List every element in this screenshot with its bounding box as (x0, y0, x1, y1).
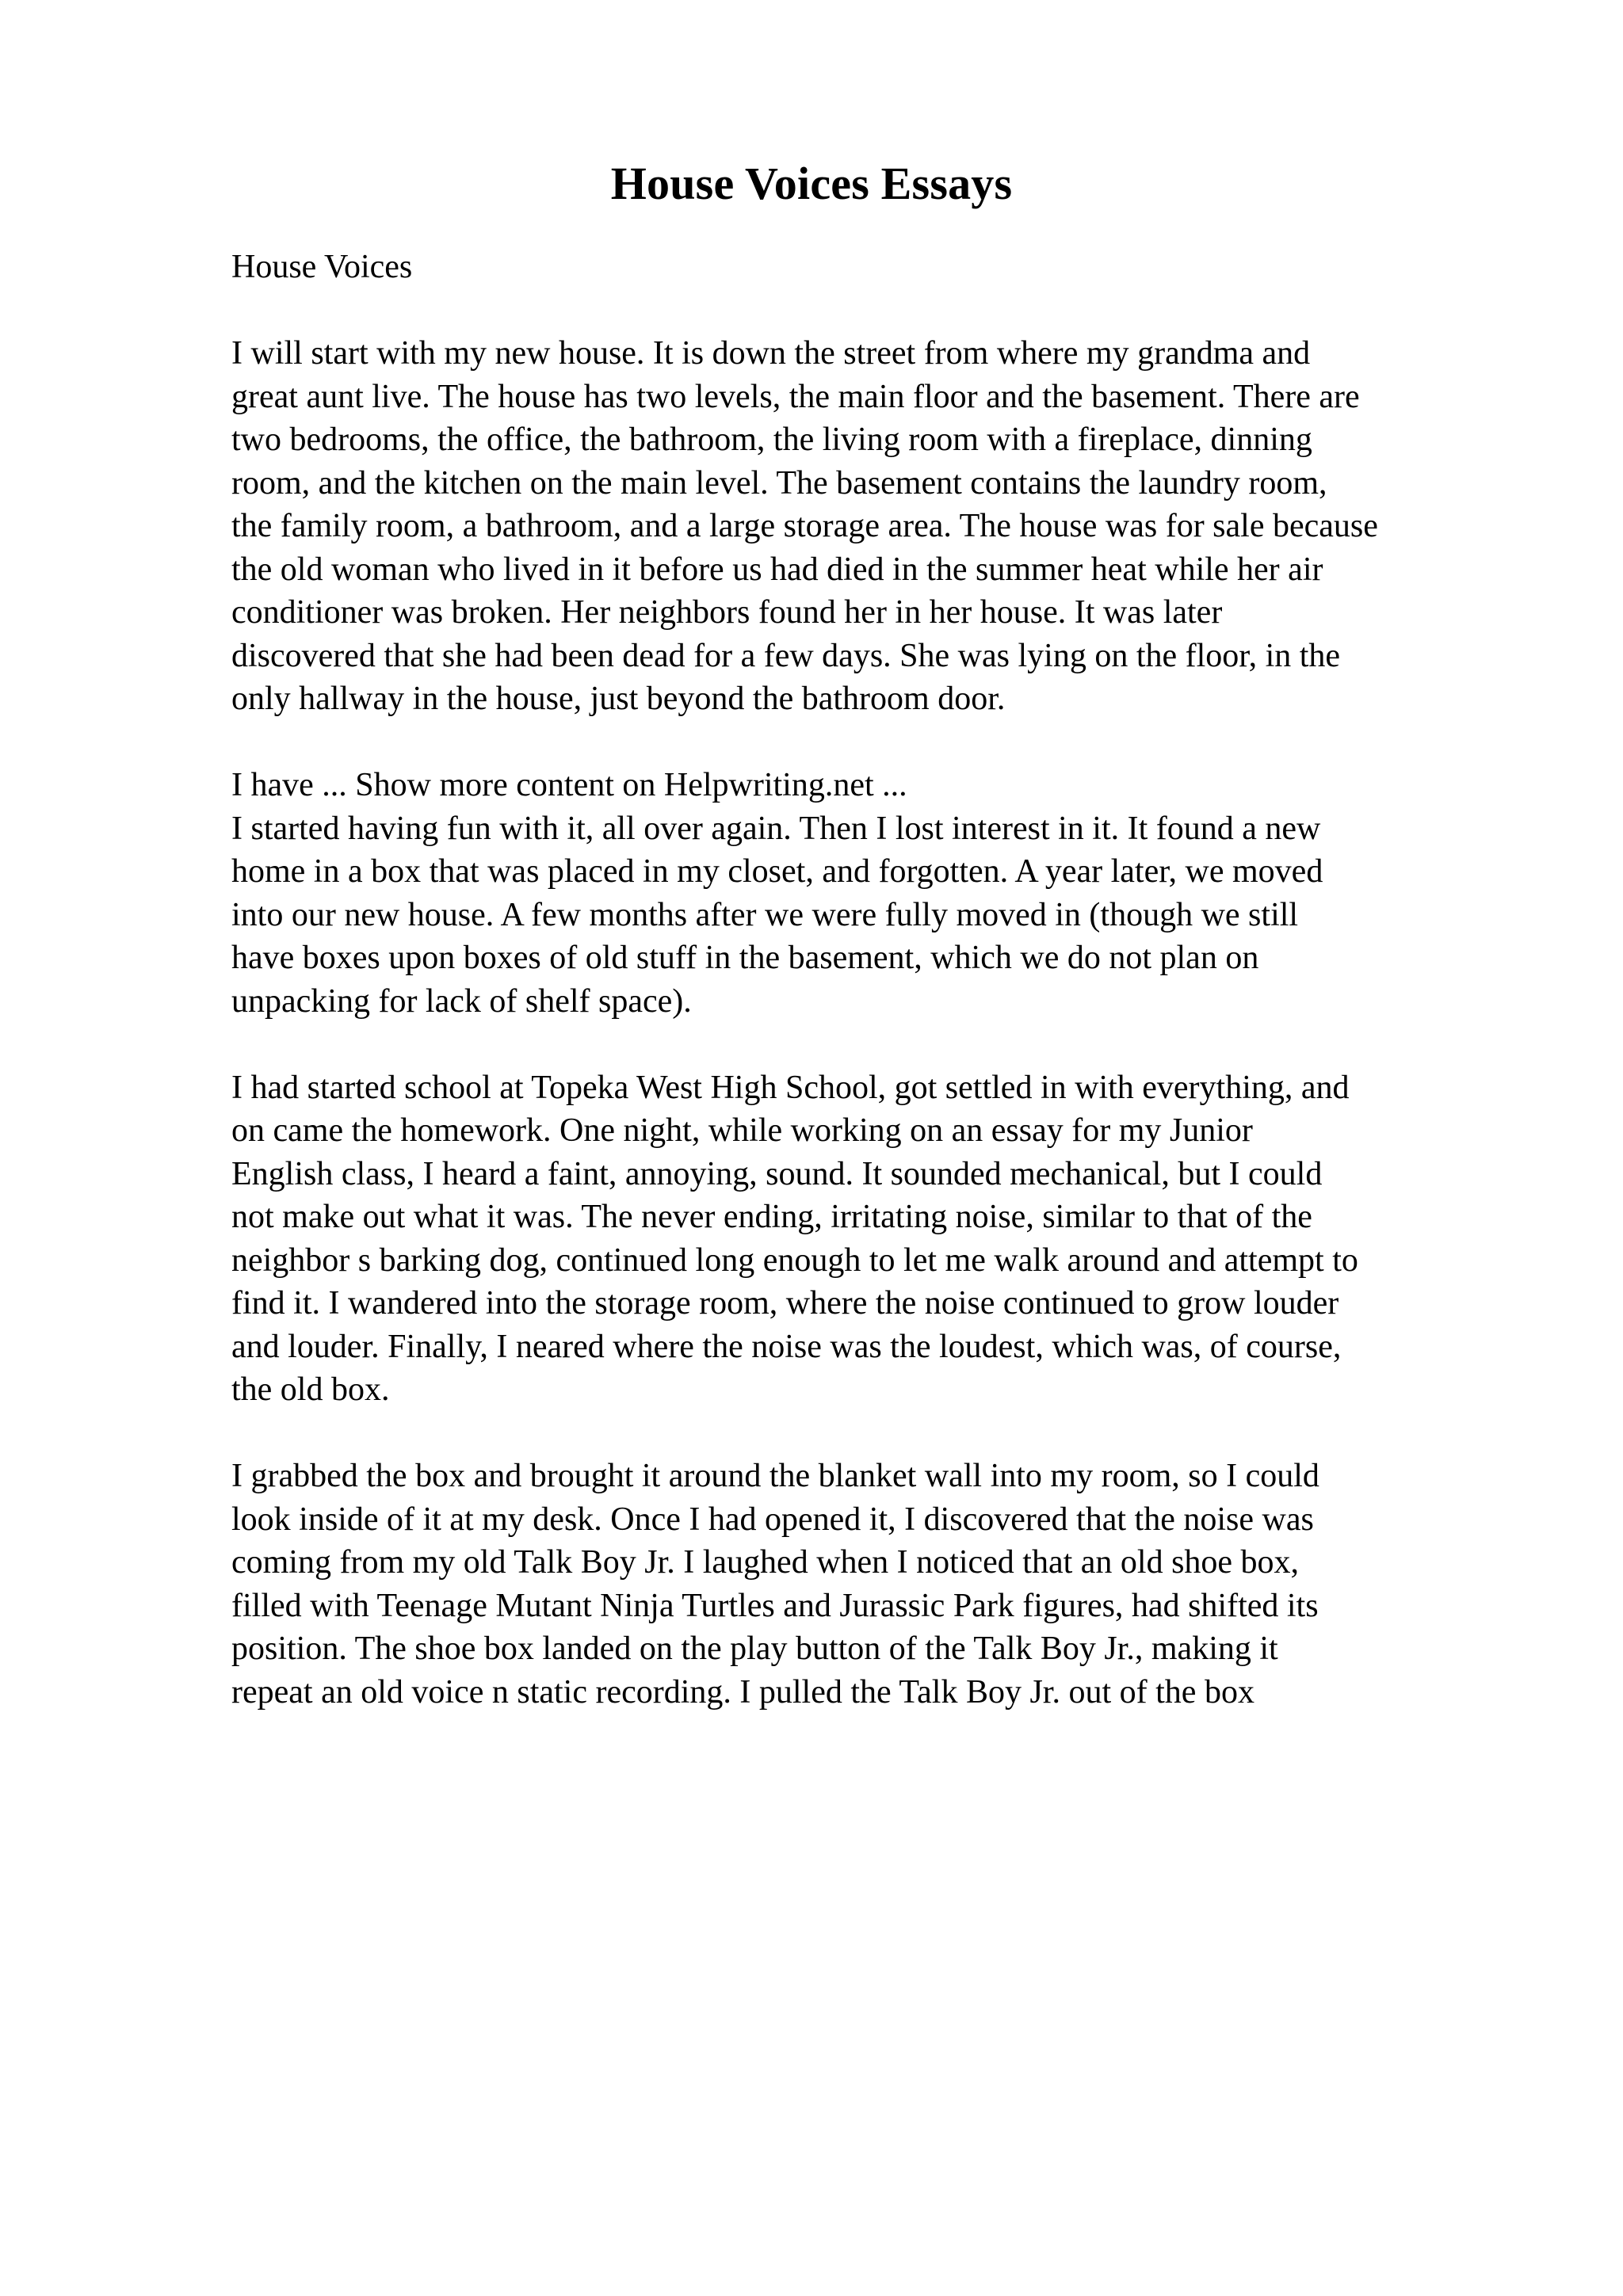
text-line: I grabbed the box and brought it around the blanket wall into my room, so I could (231, 1458, 1319, 1494)
text-line: I have ... Show more content on Helpwriting.net ... (231, 767, 907, 803)
text-line: English class, I heard a faint, annoying, sound. It sounded mechanical, but I could (231, 1155, 1323, 1192)
text-line: look inside of it at my desk. Once I had opened it, I discovered that the noise was (231, 1501, 1314, 1538)
text-line: home in a box that was placed in my closet, and forgotten. A year later, we moved (231, 853, 1323, 890)
text-line: two bedrooms, the office, the bathroom, the living room with a fireplace, dinning (231, 421, 1312, 458)
text-line: find it. I wandered into the storage room, where the noise continued to grow louder (231, 1285, 1339, 1322)
text-line: room, and the kitchen on the main level. The basement contains the laundry room, (231, 464, 1327, 502)
document-body (231, 246, 1515, 1757)
text-line: position. The shoe box landed on the play button of the Talk Boy Jr., making it (231, 1630, 1278, 1667)
text-line: filled with Teenage Mutant Ninja Turtles and Jurassic Park figures, had shifted its (231, 1587, 1319, 1624)
text-line: great aunt live. The house has two levels, the main floor and the basement. There are (231, 378, 1360, 415)
text-line: repeat an old voice n static recording. I pulled the Talk Boy Jr. out of the box (231, 1673, 1254, 1711)
paragraph-4 (231, 1455, 1515, 1714)
paragraph-3 (231, 1066, 1515, 1412)
text-line: I will start with my new house. It is down the street from where my grandma and (231, 335, 1311, 372)
document-title: House Voices Essays (610, 158, 1013, 209)
text-line: discovered that she had been dead for a few days. She was lying on the floor, in the (231, 637, 1341, 674)
text-line: into our new house. A few months after we were fully moved in (though we still (231, 896, 1299, 933)
text-line: only hallway in the house, just beyond the bathroom door. (231, 681, 1006, 717)
text-line: the family room, a bathroom, and a large storage area. The house was for sale because (231, 508, 1378, 544)
text-line: coming from my old Talk Boy Jr. I laughed when I noticed that an old shoe box, (231, 1544, 1300, 1581)
document-subtitle: House Voices (231, 249, 413, 285)
text-line: I had started school at Topeka West High School, got settled in with everything, and (231, 1069, 1350, 1106)
paragraph-2 (231, 807, 1515, 1024)
show-more-notice (231, 764, 1515, 807)
text-line: conditioner was broken. Her neighbors found her in her house. It was later (231, 594, 1223, 631)
text-line: have boxes upon boxes of old stuff in the basement, which we do not plan on (231, 940, 1259, 976)
text-line: not make out what it was. The never ending, irritating noise, similar to that of the (231, 1199, 1312, 1235)
text-line: unpacking for lack of shelf space). (231, 982, 692, 1020)
text-line: on came the homework. One night, while working on an essay for my Junior (231, 1112, 1253, 1149)
text-line: neighbor s barking dog, continued long enough to let me walk around and attempt to (231, 1241, 1358, 1279)
text-line: I started having fun with it, all over again. Then I lost interest in it. It found a new (231, 810, 1321, 847)
text-line: the old woman who lived in it before us had died in the summer heat while her air (231, 551, 1323, 588)
text-line: the old box. (231, 1371, 390, 1408)
paragraph-1 (231, 332, 1515, 721)
text-line: and louder. Finally, I neared where the noise was the loudest, which was, of course, (231, 1328, 1342, 1365)
